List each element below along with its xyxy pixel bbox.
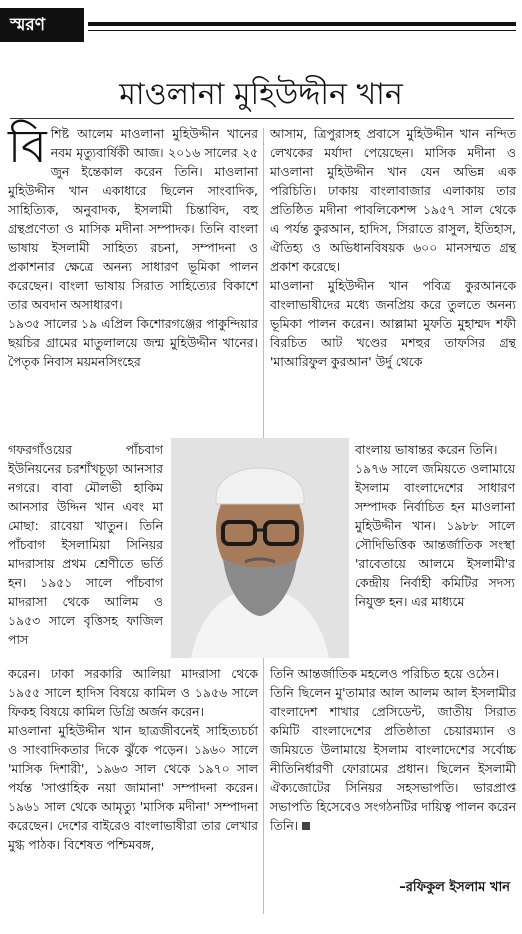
right-column-top — [270, 124, 516, 371]
section-label: স্মরণ — [0, 8, 84, 42]
left-column-narrow — [8, 440, 163, 649]
portrait-photo — [171, 438, 349, 658]
paragraph: ১৯৩৫ সালের ১৯ এপ্রিল কিশোরগঞ্জের পাকুন্দিয়ার ছয়চির গ্রামের মাতুলালয়ে জন্ম মুহিউদ্দীন খানের। পৈতৃক নিবাস ময়মনসিংহের — [8, 316, 258, 369]
paragraph: করেন। ঢাকা সরকারি আলিয়া মাদরাসা থেকে ১৯৫৫ সালে হাদিস বিষয়ে কামিল ও ১৯৫৬ সালে ফিকহ বিষয়ে কামিল ডিগ্রি অর্জন করেন। — [8, 666, 258, 719]
right-column-bottom — [270, 664, 516, 835]
left-column-bottom — [8, 664, 258, 854]
drop-cap: বি — [8, 119, 47, 173]
left-column-top — [8, 119, 258, 371]
paragraph: বাংলায় ভাষান্তর করেন তিনি। — [355, 442, 498, 457]
end-mark — [302, 822, 310, 830]
paragraph: মাওলানা মুহিউদ্দীন খান ছাত্রজীবনেই সাহিত্যচর্চা ও সাংবাদিকতার দিকে ঝুঁকে পড়েন। ১৯৬০ সালে 'মাসিক দিশারী', ১৯৬৩ সাল থেকে ১৯৭০ সাল পর্যন্ত 'সাপ্তাহিক নয়া জামানা' সম্পাদনা করেন। ১৯৬১ সাল থেকে আমৃত্যু 'মাসিক মদীনা' সম্পাদনা করেছেন। দেশের বাইরেও বাংলাভাষীরা তার লেখার মুগ্ধ পাঠক। বিশেষত পশ্চিমবঙ্গ, — [8, 723, 258, 852]
section-header — [0, 8, 522, 42]
paragraph: মাওলানা মুহিউদ্দীন খান পবিত্র কুরআনকে বাংলাভাষীদের মধ্যে জনপ্রিয় করে তুলতে অনন্য ভূমিকা পালন করেন। আল্লামা মুফতি মুহাম্মদ শফী বিরচিত আট খণ্ডের মশহুর তাফসির গ্রন্থ 'মাআরিফুল কুরআন' উর্দু থেকে — [270, 278, 516, 369]
paragraph: তিনি ছিলেন মু'তামার আল আলম আল ইসলামীর বাংলাদেশ শাখার প্রেসিডেন্ট, জাতীয় সিরাত কমিটি বাংলাদেশের প্রতিষ্ঠাতা চেয়ারম্যান ও জমিয়তে উলামায়ে ইসলাম বাংলাদেশের সর্বোচ্চ নীতিনির্ধারণী ফোরামের প্রধান। ছিলেন ইসলামী ঐক্যজোটের সিনিয়র সহসভাপতি। ভারপ্রাপ্ত সভাপতি হিসেবেও সংগঠনটির দায়িত্ব পালন করেন তিনি। — [270, 685, 516, 833]
paragraph: তিনি আন্তর্জাতিক মহলেও পরিচিত হয়ে ওঠেন। — [270, 666, 500, 681]
title-rule — [10, 118, 514, 119]
portrait-illustration — [171, 438, 349, 658]
byline: –রফিকুল ইসলাম খান — [399, 880, 510, 895]
header-rule-thick — [88, 22, 516, 26]
paragraph: ১৯৭৬ সালে জমিয়তে ওলামায়ে ইসলাম বাংলাদেশের সাধারণ সম্পাদক নির্বাচিত হন মাওলানা মুহিউদ্দীন খান। ১৯৮৮ সালে সৌদিভিত্তিক আন্তর্জাতিক সংস্থা 'রাবেতায়ে আলমে ইসলামী'র কেন্দ্রীয় নির্বাহী কমিটির সদস্য নিযুক্ত হন। এর মাধ্যমে — [355, 461, 515, 609]
paragraph: গফরগাঁওয়ের পাঁচবাগ ইউনিয়নের চরশাঁখচূড়া আনসার নগরে। বাবা মৌলভী হাকিম আনসার উদ্দিন খান এবং মা মোছা: রাবেয়া খাতুন। তিনি পাঁচবাগ ইসলামিয়া সিনিয়র মাদরাসায় প্রথম শ্রেণীতে ভর্তি হন। ১৯৫১ সালে পাঁচবাগ মাদরাসা থেকে আলিম ও ১৯৫৩ সালে বৃত্তিসহ ফাজিল পাস — [8, 442, 163, 647]
paragraph: শিষ্ট আলেম মাওলানা মুহিউদ্দীন খানের নবম মৃত্যুবার্ষিকী আজ। ২০১৬ সালের ২৫ জুন ইন্তেকাল করেন তিনি। মাওলানা মুহিউদ্দীন খান একাধারে ছিলেন সাংবাদিক, সাহিত্যিক, অনুবাদক, ইসলামী চিন্তাবিদ, বহু গ্রন্থপ্রণেতা ও মাসিক মদীনা সম্পাদক। তিনি বাংলা ভাষায় ইসলামী সাহিত্য রচনা, সম্পাদনা ও প্রকাশনার ক্ষেত্রে অনন্য সাধারণ ভূমিকা পালন করেছেন। বাংলা ভাষায় সিরাত সাহিত্যের বিকাশে তার অবদান অসাধারণ। — [8, 126, 258, 312]
right-column-narrow — [355, 440, 515, 611]
paragraph: আসাম, ত্রিপুরাসহ প্রবাসে মুহিউদ্দীন খান নন্দিত লেখকের মর্যাদা পেয়েছেন। মাসিক মদীনা ও মাওলানা মুহিউদ্দীন খান যেন অভিন্ন এক পরিচিতি। ঢাকায় বাংলাবাজার এলাকায় তার প্রতিষ্ঠিত মদীনা পাবলিকেশন্স ১৯৫৭ সাল থেকে এ পর্যন্ত কুরআন, হাদিস, সিরাতে রাসুল, ইতিহাস, ঐতিহ্য ও অভিধানবিষয়ক ৬০০ মানসম্মত গ্রন্থ প্রকাশ করেছে। — [270, 126, 516, 274]
header-rule-thin — [88, 30, 516, 31]
article-title: মাওলানা মুহিউদ্দীন খান — [119, 77, 403, 112]
